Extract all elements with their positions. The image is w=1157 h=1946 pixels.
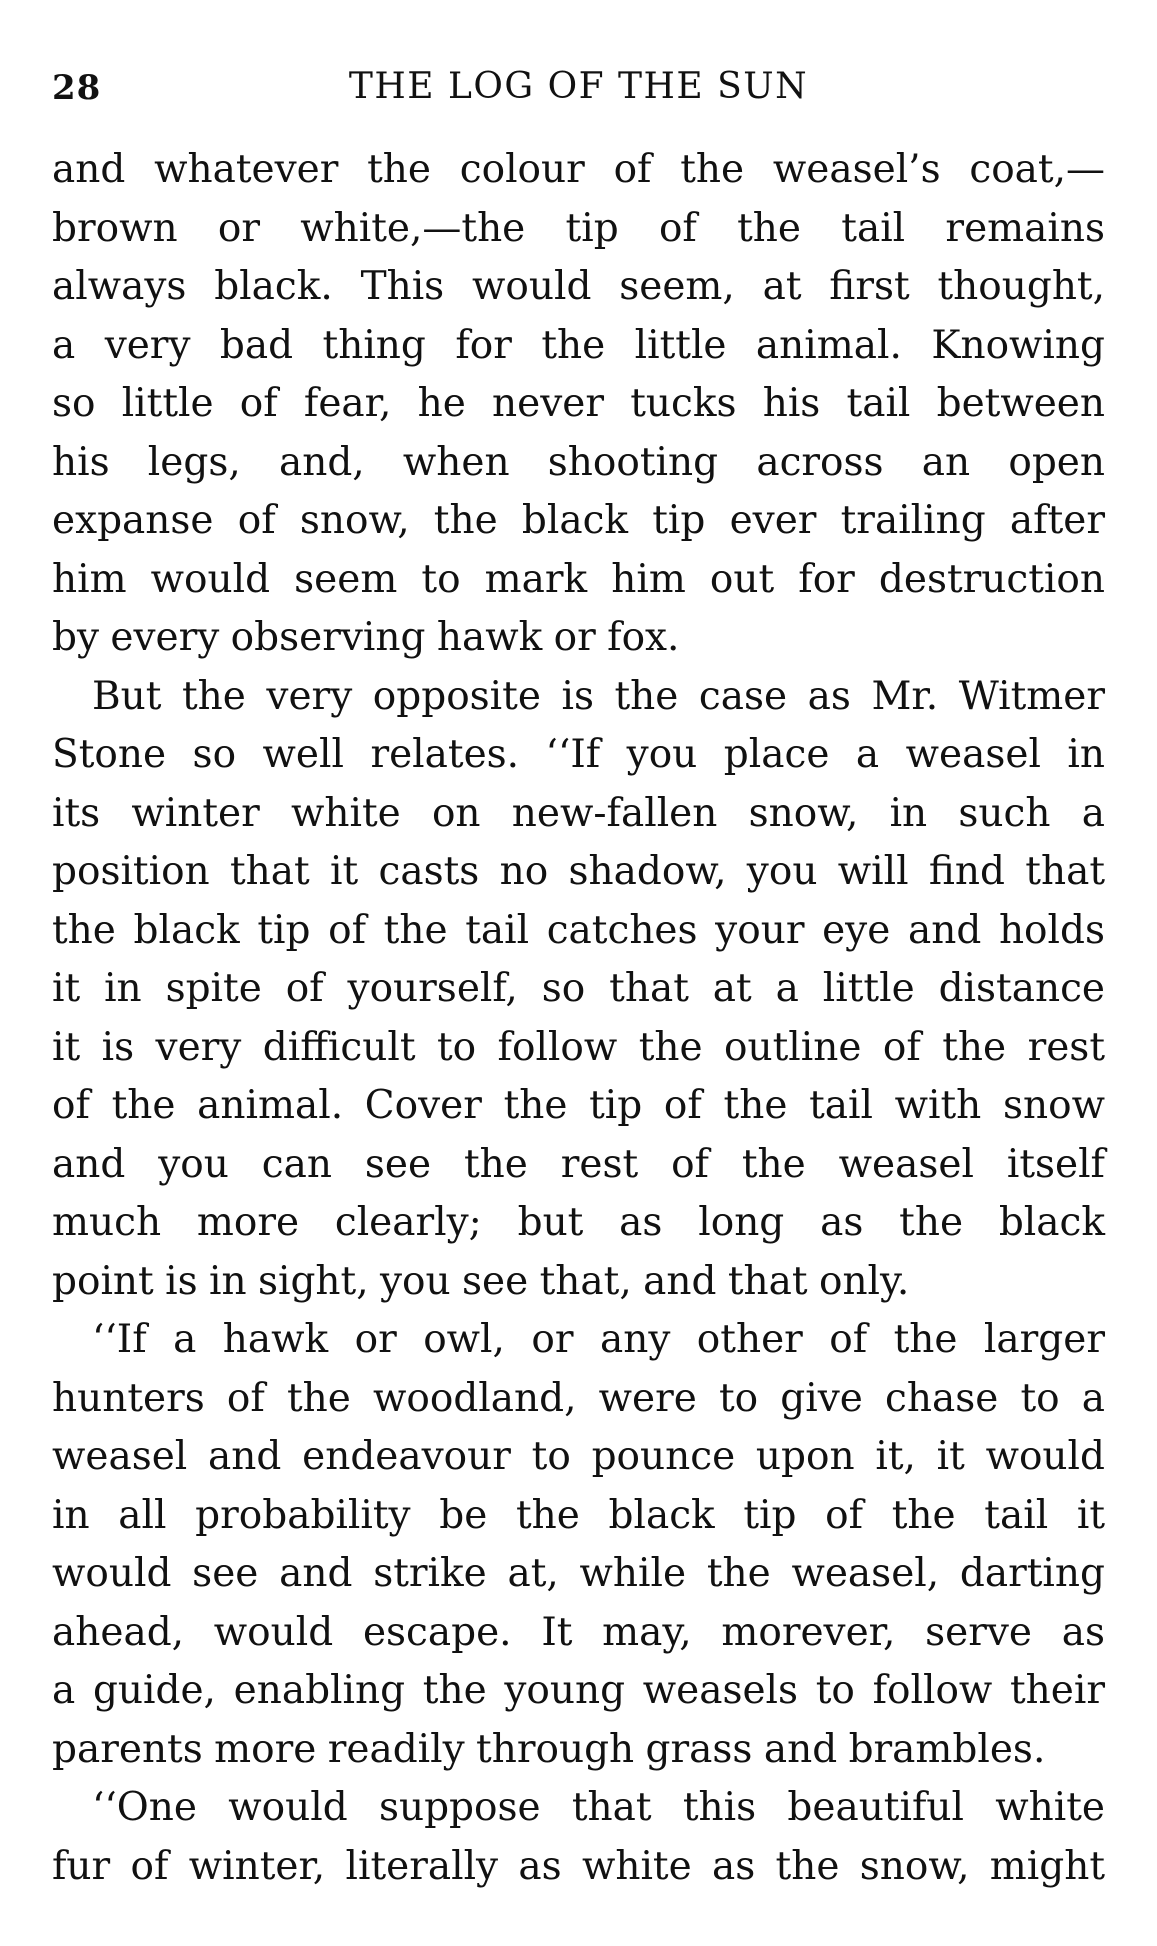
- text-line: expanse of snow, the black tip ever trailing after: [52, 498, 1105, 543]
- text-line: the black tip of the tail catches your eye and holds: [52, 907, 1105, 953]
- text-line: parents more readily through grass and brambles.: [52, 1726, 1046, 1772]
- text-line: point is in sight, you see that, and that only.: [52, 1258, 910, 1304]
- text-line: ‘‘If a hawk or owl, or any other of the larger: [92, 1317, 1105, 1362]
- text-line: hunters of the woodland, were to give chase to a: [52, 1375, 1105, 1421]
- paragraph: [52, 141, 1105, 668]
- text-line: a very bad thing for the little animal. Knowing: [52, 322, 1105, 368]
- text-line: him would seem to mark him out for destruction: [52, 556, 1105, 602]
- book-title: THE LOG OF THE SUN: [348, 66, 809, 107]
- text-line: would see and strike at, while the weasel, darting: [52, 1551, 1105, 1596]
- text-line: it in spite of yourself, so that at a little distance: [52, 966, 1105, 1011]
- text-line: its winter white on new-fallen snow, in such a: [52, 790, 1105, 836]
- text-line: ahead, would escape. It may, morever, serve as: [52, 1609, 1105, 1655]
- text-line: in all probability be the black tip of the tail it: [52, 1492, 1105, 1538]
- body-text: [52, 141, 1105, 1896]
- text-line: and you can see the rest of the weasel itself: [52, 1141, 1105, 1187]
- text-line: fur of winter, literally as white as the snow, might: [52, 1843, 1105, 1889]
- text-line: of the animal. Cover the tip of the tail with snow: [52, 1083, 1105, 1128]
- text-line: brown or white,—the tip of the tail remains: [52, 205, 1105, 251]
- running-head: [52, 60, 1105, 120]
- text-line: so little of fear, he never tucks his tail between: [52, 381, 1105, 426]
- text-line: by every observing hawk or fox.: [52, 615, 680, 660]
- text-line: his legs, and, when shooting across an open: [52, 439, 1105, 485]
- text-line: ‘‘One would suppose that this beautiful white: [92, 1785, 1105, 1830]
- text-line: much more clearly; but as long as the black: [52, 1200, 1105, 1245]
- text-line: always black. This would seem, at first thought,: [52, 264, 1105, 309]
- paragraph: [52, 1779, 1105, 1896]
- book-page: [52, 0, 1105, 1946]
- paragraph: [52, 1311, 1105, 1779]
- text-line: Stone so well relates. ‘‘If you place a weasel in: [52, 732, 1105, 777]
- text-line: weasel and endeavour to pounce upon it, it would: [52, 1434, 1105, 1479]
- page-number: 28: [52, 68, 102, 108]
- paragraph: [52, 668, 1105, 1312]
- text-line: and whatever the colour of the weasel’s coat,—: [52, 147, 1105, 192]
- text-line: it is very difficult to follow the outline of the rest: [52, 1024, 1105, 1070]
- text-line: a guide, enabling the young weasels to follow their: [52, 1668, 1105, 1713]
- text-line: But the very opposite is the case as Mr. Witmer: [92, 673, 1105, 719]
- text-line: position that it casts no shadow, you will find that: [52, 849, 1105, 894]
